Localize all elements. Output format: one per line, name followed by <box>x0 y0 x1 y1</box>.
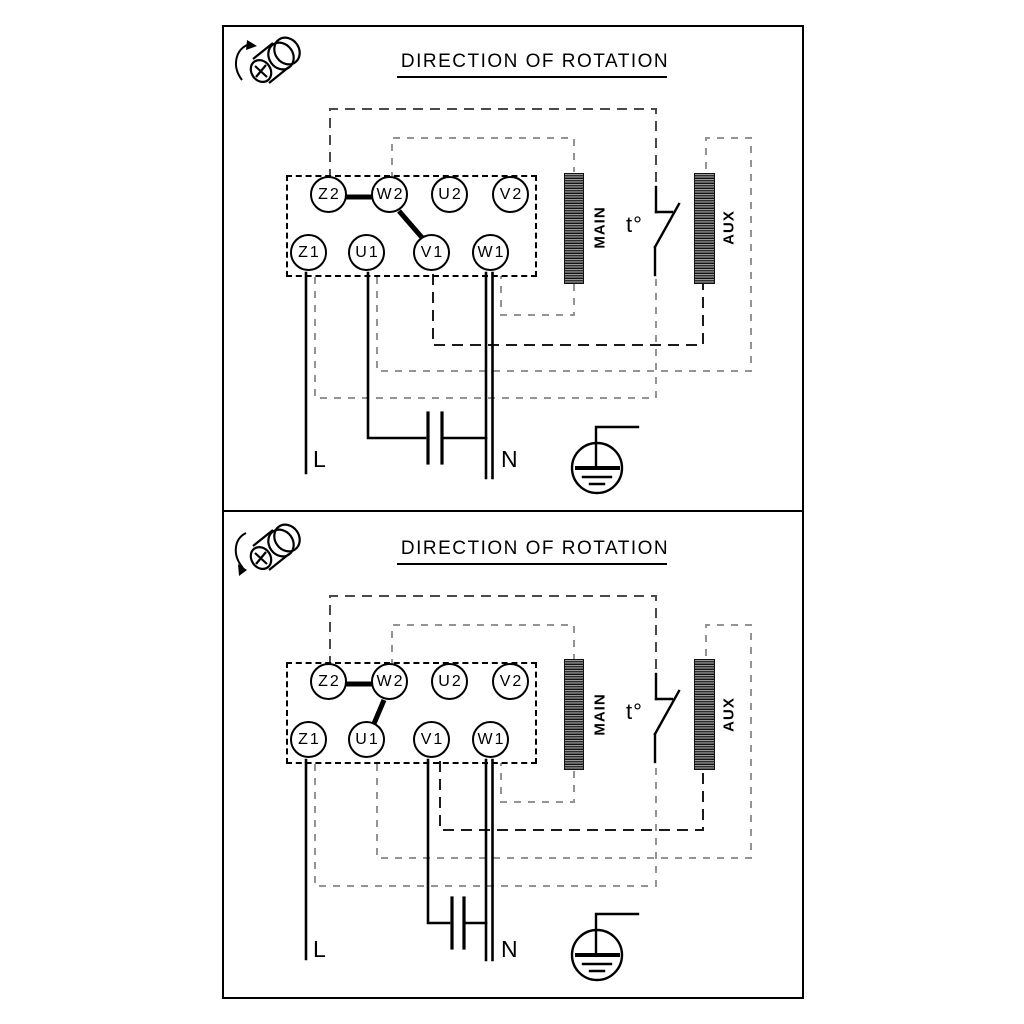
main-winding-label: MAIN <box>591 206 609 249</box>
terminal-z1: Z1 <box>290 234 327 271</box>
main-winding <box>564 659 584 770</box>
aux-winding-label: AUX <box>720 697 738 732</box>
terminal-v2: V2 <box>492 663 529 700</box>
terminal-v1: V1 <box>413 234 450 271</box>
panel1-title: DIRECTION OF ROTATION <box>400 51 670 72</box>
terminal-z2: Z2 <box>310 663 347 700</box>
terminal-v2: V2 <box>492 176 529 213</box>
main-winding-label: MAIN <box>591 693 609 736</box>
terminal-u1: U1 <box>348 721 385 758</box>
aux-winding-label: AUX <box>720 210 738 245</box>
terminal-u1: U1 <box>348 234 385 271</box>
terminal-u2: U2 <box>431 176 468 213</box>
terminal-w2: W2 <box>371 176 408 213</box>
terminal-v1: V1 <box>413 721 450 758</box>
line-label: L <box>313 446 326 472</box>
ccw-arrowhead <box>246 40 257 50</box>
shaft-rotation-cw-icon <box>226 523 306 585</box>
neutral-label: N <box>501 936 518 962</box>
panel-divider <box>222 510 802 512</box>
main-winding <box>564 173 584 284</box>
terminal-z2: Z2 <box>310 176 347 213</box>
terminal-z1: Z1 <box>290 721 327 758</box>
diagram-border <box>222 25 804 999</box>
terminal-w1: W1 <box>472 721 509 758</box>
thermal-switch-label: t° <box>626 699 643 724</box>
shaft-rotation-ccw-icon <box>226 36 306 98</box>
aux-winding <box>694 659 715 770</box>
aux-winding <box>694 173 715 284</box>
terminal-w1: W1 <box>472 234 509 271</box>
terminal-w2: W2 <box>371 663 408 700</box>
thermal-switch-label: t° <box>626 212 643 237</box>
neutral-label: N <box>501 446 518 472</box>
line-label: L <box>313 936 326 962</box>
terminal-u2: U2 <box>431 663 468 700</box>
panel2-title: DIRECTION OF ROTATION <box>400 538 670 559</box>
panel1-title-underline <box>397 76 667 78</box>
panel2-title-underline <box>397 563 667 565</box>
